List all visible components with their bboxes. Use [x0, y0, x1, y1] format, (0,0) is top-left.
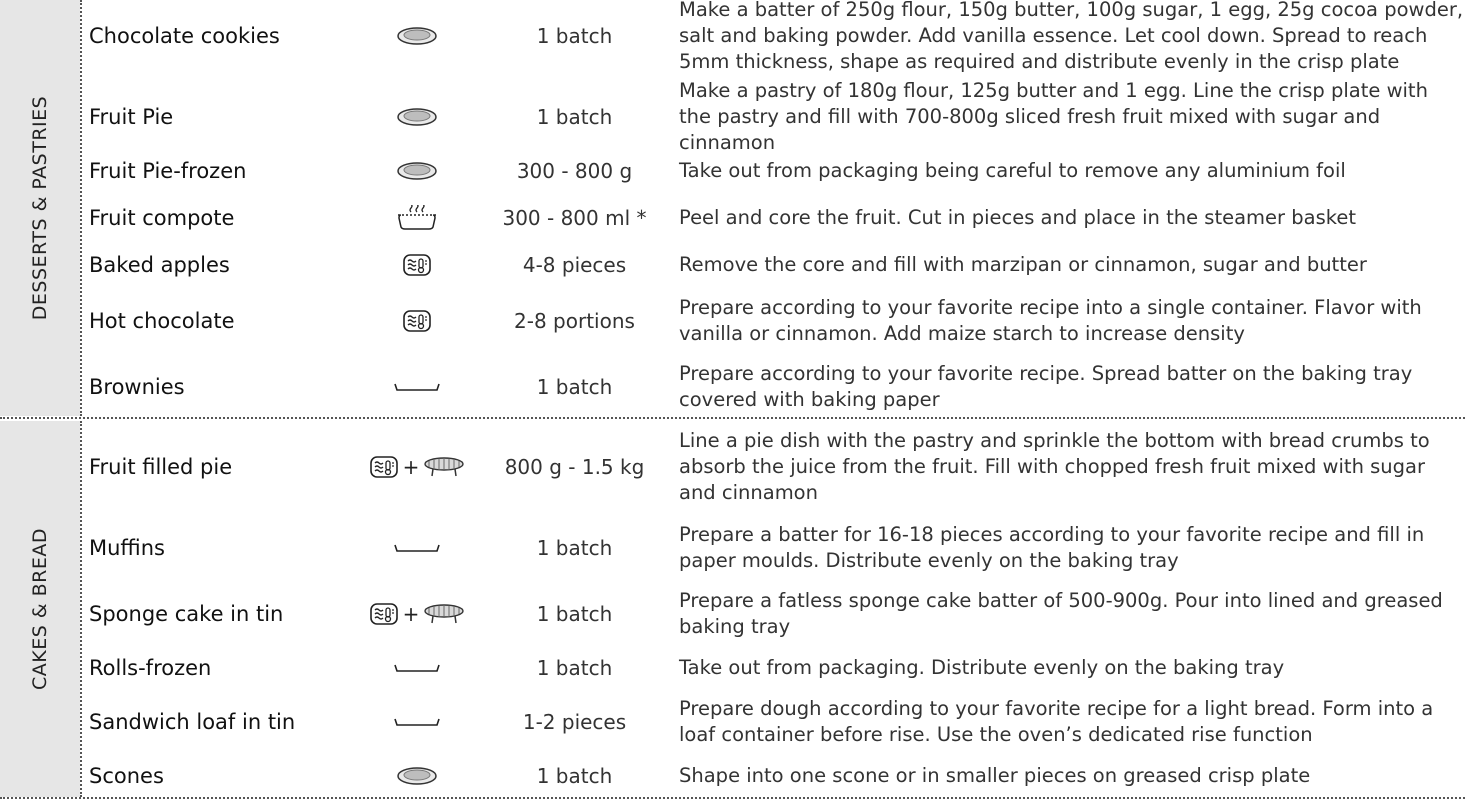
quantity: 300 - 800 ml * [502, 206, 647, 230]
preparation-text: Prepare a batter for 16-18 pieces according to your favorite recipe and fill in paper moulds. Distribute evenly on the baking tray [679, 523, 1425, 572]
category-label: CAKES & BREAD [29, 527, 51, 691]
accessory-cell [342, 427, 492, 507]
table-row [82, 152, 1465, 190]
crisp-plate-icon [396, 26, 438, 46]
crisp-plate-icon [396, 107, 438, 127]
baking-tray-icon [393, 716, 441, 728]
accessory-cell [342, 0, 492, 72]
plus-sign: + [402, 602, 420, 626]
microwave-safe-dish-icon [369, 602, 399, 626]
baking-tray-icon [393, 662, 441, 674]
quantity: 1 batch [536, 602, 613, 626]
table-row [82, 292, 1465, 350]
quantity: 1 batch [536, 24, 613, 48]
dish-name: Scones [89, 764, 164, 788]
dish-name: Brownies [89, 375, 185, 399]
quantity: 800 g - 1.5 kg [504, 455, 645, 479]
table-row [82, 519, 1465, 577]
baking-tray-icon [393, 542, 441, 554]
accessory-cell [342, 587, 492, 641]
quantity: 1 batch [536, 105, 613, 129]
preparation-text: Peel and core the fruit. Cut in pieces and place in the steamer basket [679, 206, 1356, 229]
dish-name: Muffins [89, 536, 165, 560]
category-column [0, 421, 80, 797]
preparation-text: Make a batter of 250g flour, 150g butter, 100g sugar, 1 egg, 25g cocoa powder, salt and baking powder. Add vanilla essence. Let cool down. Spread to reach 5mm thickness, shape as required and distribute evenly in the crisp plate [679, 0, 1464, 73]
section-divider [0, 797, 1465, 799]
preparation-text: Take out from packaging being careful to remove any aluminium foil [679, 159, 1346, 182]
quantity: 1 batch [536, 764, 613, 788]
section-cakes-bread [0, 421, 1465, 797]
preparation-text: Make a pastry of 180g flour, 125g butter and 1 egg. Line the crisp plate with the pastry and fill with 700-800g sliced fresh fruit mixed with sugar and cinnamon [679, 79, 1428, 154]
steamer-basket-icon [397, 205, 437, 231]
accessory-cell [342, 292, 492, 350]
baking-tray-icon [393, 381, 441, 393]
preparation-text: Shape into one scone or in smaller pieces on greased crisp plate [679, 764, 1311, 787]
preparation-text: Remove the core and fill with marzipan or cinnamon, sugar and butter [679, 253, 1367, 276]
dish-name: Sponge cake in tin [89, 602, 284, 626]
table-row [82, 246, 1465, 284]
accessory-cell [342, 757, 492, 795]
dish-name: Baked apples [89, 253, 230, 277]
table-row [82, 587, 1465, 641]
table-row [82, 360, 1465, 414]
table-row [82, 427, 1465, 507]
wire-rack-icon [423, 456, 465, 478]
accessory-cell [342, 246, 492, 284]
dish-name: Hot chocolate [89, 309, 235, 333]
microwave-safe-dish-icon [369, 455, 399, 479]
accessory-cell [342, 695, 492, 749]
accessory-cell [342, 84, 492, 150]
accessory-cell [342, 360, 492, 414]
accessory-cell [342, 519, 492, 577]
dish-name: Chocolate cookies [89, 24, 280, 48]
preparation-text: Prepare dough according to your favorite recipe for a light bread. Form into a loaf container before rise. Use the oven’s dedicated rise function [679, 697, 1434, 746]
table-row [82, 0, 1465, 72]
preparation-text: Prepare a fatless sponge cake batter of 500-900g. Pour into lined and greased baking tray [679, 589, 1443, 638]
quantity: 1 batch [536, 375, 613, 399]
dish-name: Fruit compote [89, 206, 235, 230]
quantity: 4-8 pieces [522, 253, 627, 277]
dish-name: Fruit Pie [89, 105, 174, 129]
dish-name: Fruit Pie-frozen [89, 159, 247, 183]
quantity: 1-2 pieces [522, 710, 627, 734]
crisp-plate-icon [396, 161, 438, 181]
preparation-text: Line a pie dish with the pastry and sprinkle the bottom with bread crumbs to absorb the juice from the fruit. Fill with chopped fresh fruit mixed with sugar and cinnamon [679, 429, 1430, 504]
preparation-text: Prepare according to your favorite recipe into a single container. Flavor with vanilla or cinnamon. Add maize starch to increase density [679, 296, 1422, 345]
crisp-plate-icon [396, 766, 438, 786]
microwave-safe-dish-icon [402, 309, 432, 333]
preparation-text: Prepare according to your favorite recipe. Spread batter on the baking tray covered with baking paper [679, 362, 1413, 411]
section-divider [0, 417, 1465, 419]
accessory-cell [342, 649, 492, 687]
dish-name: Sandwich loaf in tin [89, 710, 296, 734]
category-column [0, 0, 80, 416]
table-row [82, 649, 1465, 687]
dish-name: Fruit filled pie [89, 455, 233, 479]
quantity: 1 batch [536, 656, 613, 680]
wire-rack-icon [423, 603, 465, 625]
preparation-text: Take out from packaging. Distribute evenly on the baking tray [679, 656, 1285, 679]
accessory-cell [342, 198, 492, 238]
quantity: 1 batch [536, 536, 613, 560]
table-row [82, 757, 1465, 795]
table-row [82, 695, 1465, 749]
table-row [82, 79, 1465, 154]
accessory-cell [342, 152, 492, 190]
microwave-safe-dish-icon [402, 253, 432, 277]
table-row [82, 198, 1465, 238]
dish-name: Rolls-frozen [89, 656, 212, 680]
category-label: DESSERTS & PASTRIES [29, 95, 52, 321]
quantity: 2-8 portions [514, 309, 635, 333]
plus-sign: + [402, 455, 420, 479]
quantity: 300 - 800 g [516, 159, 633, 183]
